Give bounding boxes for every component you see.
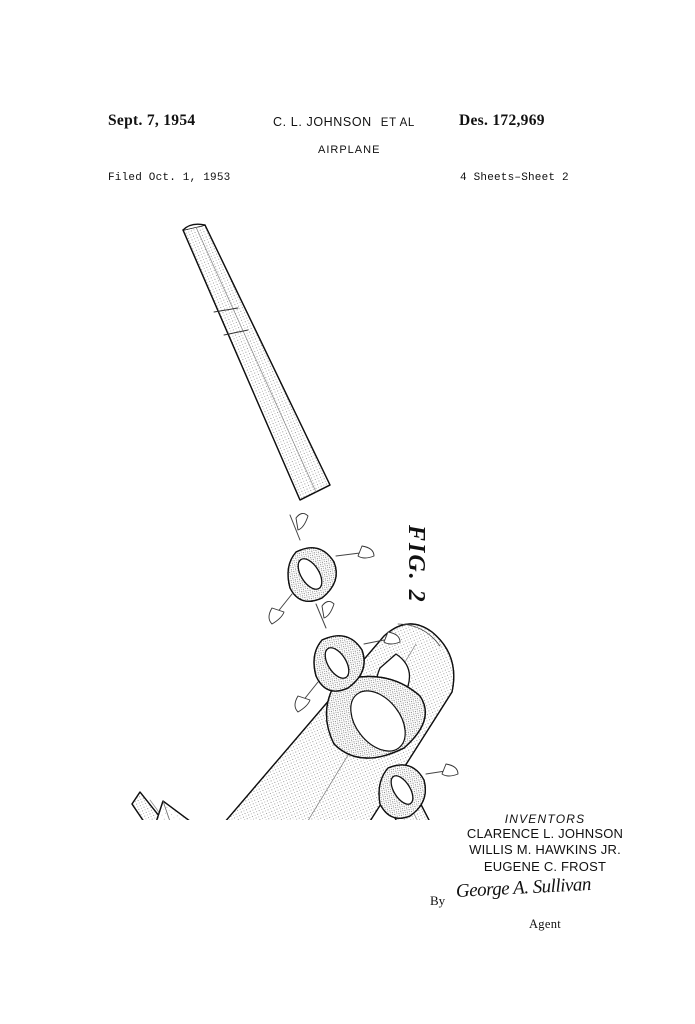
figure-label: FIG. 2 xyxy=(403,525,429,604)
sheet-header xyxy=(0,112,695,192)
patent-subject-title: AIRPLANE xyxy=(318,144,381,156)
inventors-label: INVENTORS xyxy=(504,812,586,826)
issue-date: Sept. 7, 1954 xyxy=(108,112,196,129)
sheet-count: 4 Sheets–Sheet 2 xyxy=(460,172,569,184)
filing-date: Filed Oct. 1, 1953 xyxy=(108,172,231,184)
patent-number: Des. 172,969 xyxy=(459,112,545,129)
inventor-2: WILLIS M. HAWKINS JR. xyxy=(469,842,621,858)
figure-area xyxy=(0,200,695,820)
airplane-perspective-drawing xyxy=(0,200,695,820)
et-al-label: ET AL xyxy=(380,117,415,129)
by-label: By xyxy=(430,892,446,908)
inventor-1: CLARENCE L. JOHNSON xyxy=(466,826,624,841)
inventor-3: EUGENE C. FROST xyxy=(483,858,607,874)
signature-row xyxy=(430,873,660,915)
inventor-header xyxy=(273,115,415,129)
agent-label: Agent xyxy=(528,916,562,931)
inventor-name-primary: C. L. JOHNSON xyxy=(273,115,372,129)
agent-signature: George A. Sullivan xyxy=(455,873,592,902)
signature-block xyxy=(430,812,660,932)
wing-left xyxy=(183,224,330,500)
